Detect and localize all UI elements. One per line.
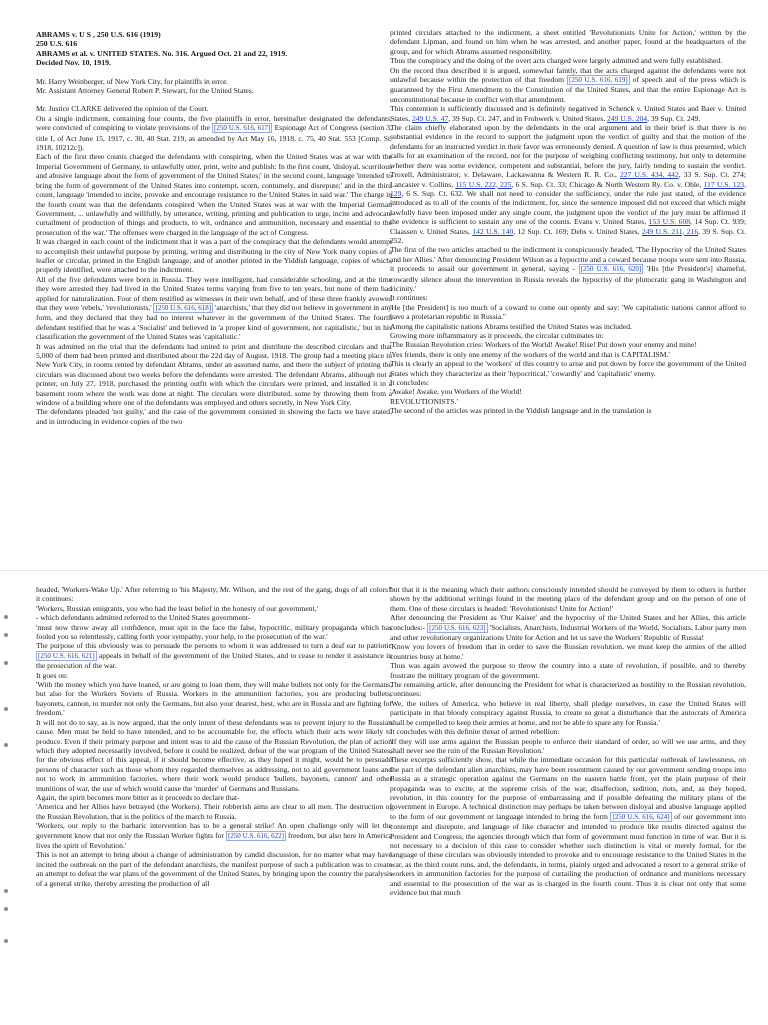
paragraph [390, 66, 746, 105]
paragraph [390, 104, 746, 123]
paragraph-text: On a single indictment, containing four counts, the five plaintiffs in error, hereinafter designated the defendants, were convicted of conspiring to violate provisions of the [36, 113, 392, 133]
case-link[interactable]: 117 U.S. 123, 129 [390, 179, 746, 198]
paragraph-text: After denouncing the President as 'Our Kaiser' and the hypocrisy of the United States and her Allies, this article concludes:- [390, 613, 746, 632]
case-title: ABRAMS v. U S , 250 U.S. 616 (1919) [36, 30, 161, 39]
paragraph-text: of speech and of the press which is guaranteed by the First Amendment to the Constitution of the United States, and that the entire Espionage Act is unconstitutional because in conflict with that amendment. [390, 75, 746, 104]
paragraph: It concludes with this definite threat of armed rebellion: [390, 727, 560, 737]
paragraph: Growing more inflammatory as it proceeds, the circular culminates in: [390, 331, 604, 340]
counsel-plaintiffs: Mr. Harry Weinberger, of New York City, for plaintiffs in error. [36, 76, 228, 86]
paragraph: REVOLUTIONISTS.' [390, 396, 458, 406]
paragraph-text: Espionage Act of Congress (section 3, title I, of Act June 15, 1917, c. 30, 40 Stat. 219, as amended by Act May 16, 1918, c. 75, 40 Stat. 553 [Comp. St. 1918, 10212c]). [36, 123, 392, 153]
paragraph: It will not do to say, as is now argued, that the only intent of these defendants was to prevent injury to the Russian cause. Men must be held to have intended, and to be accountable for, the effects which their acts were likely to produce. Even if their primary purpose and intent was to aid the cause of the Russian Revolution, the plan of action which they adopted necessarily involved, before it could be realized, defeat of the war program of the United States, for the obvious effect of this appeal, if it should become effective, as they hoped it might, would be to persuade persons of character such as those whom they regarded themselves as addressing, not to aid government loans and not to work in ammunition factories, where their work would produce 'bullets, bayonets, cannon' and other munitions of war, the use of which would cause the 'murder' of Germans and Russians. [36, 717, 392, 793]
paragraph-text: 'Workers, our reply to the barbaric intervention has to be a general strike! An open challenge only will let the government know that not only the Russian Worker fights for [36, 821, 392, 840]
paragraph-text: , 39 Sup. Ct. 249. [647, 113, 701, 123]
case-decided: Decided Nov. 10, 1919. [36, 58, 111, 68]
paragraph-text: All of the five defendants were born in Russia. They were intelligent, had considerable schooling, and at the time they were arrested they had lived in the United States terms varying from five to ten years, but none of them had applied for naturalization. Four of them testified as witnesses in their own behalf, and of these three frankly avowed that they were 'rebels,' 'revolutionists,' [36, 274, 392, 312]
paragraph: 'With the money which you have loaned, or are going to loan them, they will make bullets not only for the Germans, but also for the Workers Soviets of Russia. Workers in the ammunition factories, you are producing bullets, bayonets, cannon, to murder not only the Germans, but also your dearest, best, who are in Russia and are fighting for freedom.' [36, 680, 392, 718]
margin-dot-icon [4, 633, 8, 637]
lower-right-column [390, 585, 746, 1025]
margin-dot-icon [4, 707, 8, 711]
upper-left-column [36, 30, 392, 560]
paragraph-text: 'Socialists, Anarchists, Industrial Workers of the World, Socialists, Labor party men and other revolutionary organizations Unite for Action and let us save the Workers' Republic of Russia! [390, 622, 746, 643]
margin-dot-icon [4, 889, 8, 893]
paragraph: Thus the conspiracy and the doing of the overt acts charged were largely admitted and were fully established. [390, 56, 723, 66]
paragraph-text: freedom, but also here in America lives the spirit of Revolution.' [36, 830, 392, 850]
paragraph [390, 123, 746, 245]
page-citation-link[interactable]: [250 U.S. 616, 623] [429, 623, 486, 632]
paragraph: 'If they will use arms against the Russian people to enforce their standard of order, so will we use arms, and they shall never see the ruin of the Russian Revolution.' [390, 736, 746, 755]
paragraph-text: , 39 Sup. Ct. 247, and in Frohwerk v. United States, [448, 113, 606, 123]
paragraph: but that it is the meaning which their authors consciously intended should be conveyed by them to others is further shown by the additional writings found in the meeting place of the defendant group and on the person of one of them. One of these circulars is headed: 'Revolutionists! Unite for Action!' [390, 585, 746, 613]
case-link[interactable]: 153 U.S. 608 [648, 217, 691, 227]
case-reporter: 250 U.S. 616 [36, 39, 78, 49]
paragraph: It goes on: [36, 670, 69, 680]
page-lower [0, 570, 768, 1025]
case-caption: ABRAMS et al. v. UNITED STATES. No. 316. Argued Oct. 21 and 22, 1919. [36, 48, 288, 58]
paragraph-text: On the record thus described it is argued, somewhat faintly, that the acts charged against the defendants were not unlawful because within the protection of that freedom [390, 65, 746, 85]
paragraph: Among the capitalistic nations Abrams testified the United States was included. [390, 321, 632, 331]
paragraph-text: This contention is sufficiently discussed and is definitely negatived in Schenck v. United States and Baer v. United States, [390, 104, 746, 123]
paragraph: It was admitted on the trial that the defendants had united to print and distribute the described circulars and that 5,000 of them had been printed and distributed about the 22d day of August, 1918. The group had a meeting place in New York City, in rooms rented by defendant Abrams, under an assumed name, and there the subject of printing the circulars was discussed about two weeks before the defendants were arrested. The defendant Abrams, although not a printer, on July 27, 1918, purchased the printing outfit with which the circulars were printed, and installed it in a basement room where the work was done at night. The circulars were distributed, some by throwing them from a window of a building where one of the defendants was employed and others secretly, in New York City. [36, 341, 392, 408]
paragraph: Each of the first three counts charged the defendants with conspiring, when the United States was at war with the Imperial Government of Germany, to unlawfully utter, print, write and publish: In the first count, 'disloyal, scurrilous and abusive language about the form of government of the United States;' in the second count, language 'intended to bring the form of government of the United States into contempt, scorn, contumely, and disrepute;' and in the third count, language 'intended to incite, provoke and encourage resistance to the United States in said war.' The charge in the fourth count was that the defendants conspired 'when the United States was at war with the Imperial German Government, ... unlawfully and willfully, by utterance, writing, printing and publication to urge, incite and advocate curtailment of production of things and products, to wit, ordnance and ammunition, necessary and essential to the prosecution of the war.' The offenses were charged in the language of the act of Congress. [36, 152, 392, 237]
counsel-government: Mr. Assistant Attorney General Robert P. Stewart, for the United States. [36, 86, 254, 96]
paragraph: This is not an attempt to bring about a change of administration by candid discussion, for no matter what may have incited the outbreak on the part of the defendant anarchists, the manifest purpose of such a publication was to create an attempt to defeat the war plans of the government of the United States, by bringing upon the country the paralysis of a general strike, thereby arresting the production of all [36, 850, 392, 888]
paragraph: 'Know you lovers of freedom that in order to save the Russian revolution, we must keep the armies of the allied countries busy at home.' [390, 642, 746, 661]
paragraph-text: , 6 S. Sup. Ct. 33; Chicago & North Western Ry. Co. v. Ohle, [511, 179, 702, 189]
paragraph: The remaining article, after denouncing the President for what is characterized as hostility to the Russian revolution, continues: [390, 680, 746, 699]
paragraph: 'Yes friends, there is only one enemy of the workers of the world and that is CAPITALISM.' [390, 349, 670, 359]
paragraph: It concludes: [390, 378, 430, 388]
paragraph: 'The Russian Revolution cries: Workers of the World! Awake! Rise! Put down your enemy and mine! [390, 340, 697, 350]
paragraph-text: 'His [the President's] shameful, cowardly silence about the intervention in Russia reveals the hypocrisy of the plutocratic gang in Washington and vicinity.' [390, 264, 746, 293]
paragraph: headed, 'Workers-Wake Up.' After referring to 'his Majesty, Mr. Wilson, and the rest of the gang, dogs of all colors!' it continues: [36, 585, 392, 604]
margin-dot-icon [4, 661, 8, 665]
paragraph [36, 821, 392, 850]
case-header [36, 30, 392, 68]
paragraph: It continues: [390, 293, 428, 303]
page-citation-link[interactable]: [250 U.S. 616, 622] [227, 831, 284, 840]
paragraph-text: 'anarchists,' that they did not believe in government in any form, and they declared that they had no interest whatever in the government of the United States. The fourth defendant testified that he was a 'Socialist' and believed in 'a proper kind of government, not capitalistic,' but in his classification the government of the United States was 'capitalistic.' [36, 302, 392, 342]
paragraph [36, 641, 392, 670]
paragraph: 'Workers, Russian emigrants, you who had the least belief in the honesty of our government,' [36, 603, 318, 613]
margin-dot-icon [4, 939, 8, 943]
lower-left-column [36, 585, 392, 1025]
paragraph-text: The purpose of this obviously was to persuade the persons to whom it was addressed to turn a deaf ear to patriotic [36, 641, 392, 651]
paragraph: Thus was again avowed the purpose to throw the country into a state of revolution, if possible, and to thereby frustrate the military program of the government. [390, 661, 746, 680]
paragraph [36, 275, 392, 342]
margin-dot-icon [4, 907, 8, 911]
case-link[interactable]: 115 U.S. 222, 225 [455, 179, 512, 189]
paragraph-text: , 6 S. Sup. Ct. 632. We shall not need to consider the sufficiency, under the rule just stated, of the evidence introduced as to all of the counts of the indictment, for, since the sentence imposed did not exceed that which might lawfully have been imposed under any single count, the judgment upon the verdict of the jury must be affirmed if the evidence is sufficient to sustain any one of the counts. Evans v. United States, [390, 188, 746, 227]
paragraph-text: The first of the two articles attached to the indictment is conspicuously headed, 'The Hypocrisy of the United States and her Allies.' After denouncing President Wilson as a hypocrite and a coward because troops were sent into Russia, it proceeds to assail our government in general, saying - [390, 245, 746, 274]
page-citation-link[interactable]: [250 U.S. 616, 621] [38, 651, 95, 660]
paragraph [390, 755, 746, 897]
page-citation-link[interactable]: [250 U.S. 616, 620] [580, 265, 642, 274]
opinion-intro: Mr. Justice CLARKE delivered the opinion of the Court. [36, 104, 209, 114]
case-link[interactable]: 227 U.S. 434, 442 [620, 170, 679, 180]
paragraph: printed circulars attached to the indictment, a sheet entitled 'Revolutionists Unite for Action,' written by the defendant Lipman, and found on him when he was arrested, and another paper, found at the headquarters of the group, and for which Abrams assumed responsibility. [390, 28, 746, 56]
paragraph [390, 613, 746, 642]
paragraph-text: The claim chiefly elaborated upon by the defendants in the oral argument and in their brief is that there is no substantial evidence in the record to support the judgment upon the verdict of guilty and that the motion of the defendants for an instructed verdict in their favor was erroneously denied. A question of law is thus presented, which calls for an examination of the record, not for the purpose of weighing conflicting testimony, but only to determine whether there was some evidence, competent and substantial, before the jury, fairly tending to sustain the verdict. Troxell, Administrator, v. Delaware, Lackawanna & Western R. R. Co., [390, 123, 746, 180]
paragraph-text: , 39 S. Sup. Ct. 252. [390, 226, 746, 245]
page-citation-link[interactable]: [250 U.S. 616, 618] [155, 303, 212, 312]
paragraph: The defendants pleaded 'not guilty,' and the case of the government consisted in showing the facts we have stated, and in introducing in evidence copies of the two [36, 407, 392, 426]
paragraph: It was charged in each count of the indictment that it was a part of the conspiracy that the defendants would attempt to accomplish their unlawful purpose by printing, writing and distributing in the city of New York many copies of a leaflet or circular, printed in the English language, and of another printed in the Yiddish language, copies of which, properly identified, were attached to the indictment. [36, 237, 392, 275]
upper-right-column [390, 28, 746, 558]
paragraph: 'must now throw away all confidence, must spit in the face the false, hypocritic, military propaganda which has fooled you so relentlessly, calling forth your sympathy, your help, to the prosecution of the war.' [36, 622, 392, 642]
page-citation-link[interactable]: [250 U.S. 616, 617] [214, 124, 271, 133]
paragraph-text: These excerpts sufficiently show, that while the immediate occasion for this particular outbreak of lawlessness, on the part of the defendant alien anarchists, may have been resentment caused by our government sending troops into Russia as a strategic operation against the Germans on the eastern battle front, yet the plain purpose of their propaganda was to excite, at the supreme crisis of the war, disaffection, sedition, riots, and, as they hoped, revolution, in this country for the purpose of embarrassing and if possible defeating the military plans of the government in Europe. A technical distinction may perhaps be taken between disloyal and abusive language applied to the form of our government or language intended to bring the form [390, 755, 746, 821]
paragraph: 'We, the toilers of America, who believe in real liberty, shall pledge ourselves, in case the United States will participate in that bloody conspiracy against Russia, to create so great a disturbance that the autocrats of America shall be compelled to keep their armies at home, and not be able to spare any for Russia.' [390, 698, 746, 727]
paragraph: This is clearly an appeal to the 'workers' of this country to arise and put down by force the government of the United States which they characterize as their 'hypocritical,' 'cowardly' and 'capitalistic' enemy. [390, 359, 746, 378]
paragraph: 'America and her Allies have betrayed (the Workers). Their robberish aims are clear to all men. The destruction of the Russian Revolution, that is the politics of the march to Russia. [36, 802, 392, 821]
paragraph-text: , 12 Sup. Ct. 169; Debs v. United States, [513, 226, 640, 236]
paragraph-text: , 33 S. Sup. Ct. 274; Lancaster v. Collins, [390, 170, 746, 189]
paragraph [390, 245, 746, 293]
margin-dot-icon [4, 615, 8, 619]
paragraph: 'He [the President] is too much of a coward to come out openly and say: 'We capitalistic nations cannot afford to have a proletarian republic in Russia.'' [390, 302, 746, 322]
paragraph: - which defendants admitted referred to the United States government- [36, 613, 251, 623]
paragraph: The second of the articles was printed in the Yiddish language and in the translation is [390, 406, 652, 416]
page-citation-link[interactable]: [250 U.S. 616, 619] [569, 76, 628, 85]
paragraph: 'Awake! Awake, you Workers of the World! [390, 387, 522, 397]
case-link[interactable]: 249 U.S. 211, 216 [641, 226, 699, 236]
paragraph-text: appeals in behalf of the government of the United States, and to cease to render it assistance in the prosecution of the war. [36, 650, 392, 671]
paragraph-text: of our government into contempt and disrepute, and language of like character and intended to produce like results directed against the President and Congress, the agencies through which that form of government must function in time of war. But it is not necessary to a decision of this case to consider whether such distinction is vital or merely formal, for the language of these circulars was obviously intended to provoke and to encourage resistance to the United States in the war, as the third count runs, and, the defendants, in terms, plainly urged and advocated a resort to a general strike of workers in ammunition factories for the purpose of curtailing the production of ordnance and munitions necessary and essential to the prosecution of the war as is charged in the fourth count. Thus it is clear not only that some evidence but that much [390, 811, 746, 897]
case-link[interactable]: 249 U.S. 204 [607, 113, 648, 123]
page-citation-link[interactable]: [250 U.S. 616, 624] [612, 812, 670, 821]
case-link[interactable]: 249 U.S. 47 [411, 113, 449, 123]
paragraph [36, 114, 392, 153]
case-link[interactable]: 142 U.S. 140 [472, 226, 514, 236]
paragraph-text: , 14 Sup. Ct. 939; Claassen v. United States, [390, 217, 746, 236]
margin-dot-icon [4, 743, 8, 747]
paragraph: Again, the spirit becomes more bitter as it proceeds to declare that- [36, 792, 240, 802]
